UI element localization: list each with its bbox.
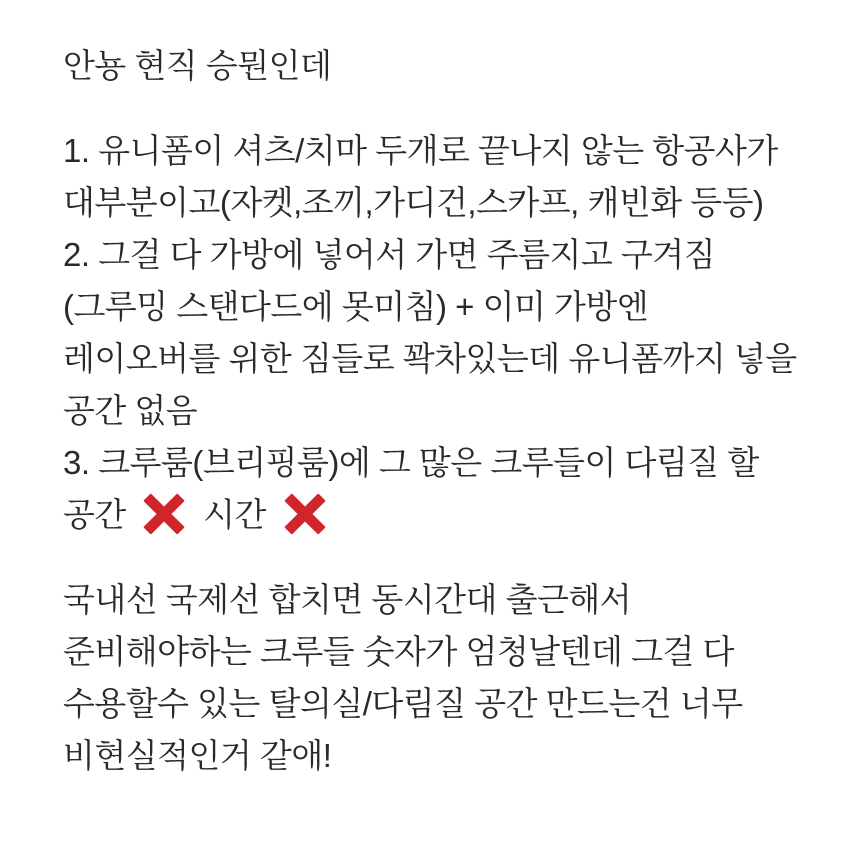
closing-line-2: 준비해야하는 크루들 숫자가 엄청날텐데 그걸 다 <box>63 633 734 670</box>
greeting-line: 안뇽 현직 승뭔인데 <box>63 47 332 84</box>
closing-paragraph <box>63 574 810 782</box>
list-line-7: 3. 크루룸(브리핑룸)에 그 많은 크루들이 다림질 할 <box>63 444 759 481</box>
closing-line-3: 수용할수 있는 탈의실/다림질 공간 만드는건 너무 <box>63 685 743 722</box>
list-line-1: 1. 유니폼이 셔츠/치마 두개로 끝나지 않는 항공사가 <box>63 132 778 169</box>
list-line-6: 공간 없음 <box>63 392 198 429</box>
no-space-time-line <box>63 489 810 541</box>
greeting-paragraph <box>63 40 810 92</box>
list-line-4: (그루밍 스탠다드에 못미침) + 이미 가방엔 <box>63 288 649 325</box>
list-line-3: 2. 그걸 다 가방에 넣어서 가면 주름지고 구겨짐 <box>63 236 716 273</box>
list-line-2: 대부분이고(자켓,조끼,가디건,스카프, 캐빈화 등등) <box>63 184 764 221</box>
space-word: 공간 <box>63 496 126 533</box>
closing-line-1: 국내선 국제선 합치면 동시간대 출근해서 <box>63 581 632 618</box>
closing-line-4: 비현실적인거 같애! <box>63 737 332 774</box>
time-word: 시간 <box>203 496 266 533</box>
list-line-5: 레이오버를 위한 짐들로 꽉차있는데 유니폼까지 넣을 <box>63 340 797 377</box>
cross-mark-icon <box>142 492 186 536</box>
numbered-list-paragraph <box>63 125 810 541</box>
cross-mark-icon <box>283 492 327 536</box>
